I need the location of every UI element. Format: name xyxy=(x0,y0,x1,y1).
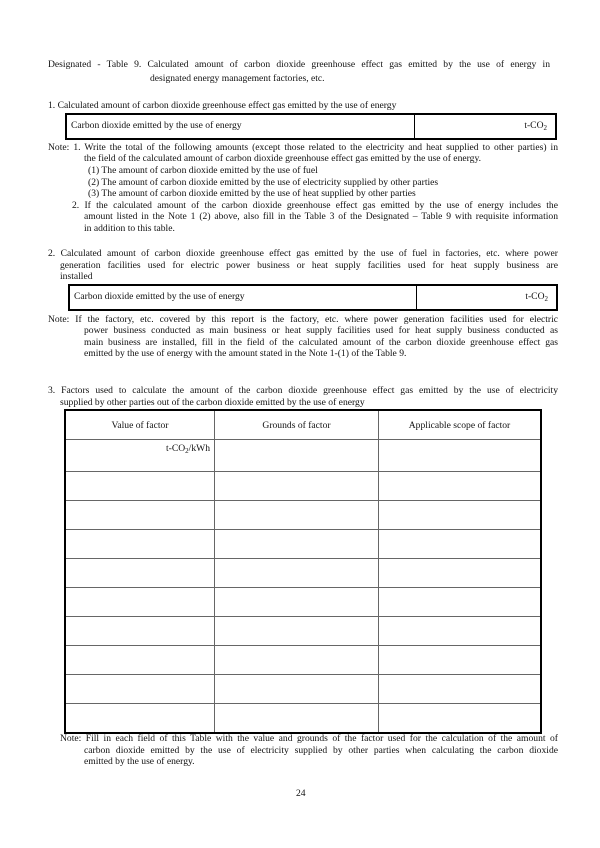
value-cell[interactable] xyxy=(65,675,215,704)
table-row xyxy=(65,472,541,501)
value-cell[interactable] xyxy=(65,704,215,734)
section-2-divider xyxy=(416,286,417,309)
section-1-note-1-item-2: (2) The amount of carbon dioxide emitted by the use of electricity supplied by other parties xyxy=(88,177,439,188)
scope-cell[interactable] xyxy=(379,704,542,734)
scope-cell[interactable] xyxy=(379,559,542,588)
section-1-note-2: 2. If the calculated amount of the carbon dioxide greenhouse effect gas emitted by the use of energy includes the xyxy=(72,200,558,211)
value-cell[interactable] xyxy=(65,472,215,501)
section-3-note-3: emitted by the use of energy. xyxy=(84,756,195,767)
value-cell[interactable] xyxy=(65,646,215,675)
value-cell[interactable] xyxy=(65,617,215,646)
table-row xyxy=(65,559,541,588)
section-2-heading-2: generation facilities used for electric power business or heat supply facilities used for heat supply business are xyxy=(60,260,558,271)
section-1-note-2-end: in addition to this table. xyxy=(84,223,175,234)
section-1-row-label: Carbon dioxide emitted by the use of energy xyxy=(71,120,242,131)
scope-cell[interactable] xyxy=(379,675,542,704)
page-number: 24 xyxy=(296,788,306,799)
grounds-cell[interactable] xyxy=(215,588,379,617)
scope-cell[interactable] xyxy=(379,440,542,472)
grounds-cell[interactable] xyxy=(215,617,379,646)
section-1-note-2-cont: amount listed in the Note 1 (2) above, also fill in the Table 3 of the Designated – Table 9 with requisite information xyxy=(84,211,558,222)
section-1-note-1-item-3: (3) The amount of carbon dioxide emitted by the use of heat supplied by other parties xyxy=(88,188,416,199)
table-title-line-2: designated energy management factories, etc. xyxy=(150,73,325,84)
section-1-heading: 1. Calculated amount of carbon dioxide greenhouse effect gas emitted by the use of energy xyxy=(48,100,397,111)
grounds-cell[interactable] xyxy=(215,559,379,588)
table-row xyxy=(65,646,541,675)
grounds-cell[interactable] xyxy=(215,646,379,675)
column-header-grounds: Grounds of factor xyxy=(215,410,379,440)
section-3-note-1: Note: Fill in each field of this Table with the value and grounds of the factor used for the calculation of the amount of xyxy=(60,733,558,744)
value-cell[interactable] xyxy=(65,588,215,617)
factors-table xyxy=(64,409,542,734)
table-row xyxy=(65,704,541,734)
grounds-cell[interactable] xyxy=(215,675,379,704)
scope-cell[interactable] xyxy=(379,472,542,501)
section-1-box xyxy=(65,113,557,140)
scope-cell[interactable] xyxy=(379,588,542,617)
section-1-note-1: Note: 1. Write the total of the following amounts (except those related to the electricity and heat supplied to other parties) in xyxy=(48,142,558,153)
column-header-scope: Applicable scope of factor xyxy=(379,410,542,440)
value-cell[interactable]: $t-CO_2$/kWh xyxy=(65,440,215,472)
grounds-cell[interactable] xyxy=(215,704,379,734)
section-2-note-4: emitted by the use of energy with the amount stated in the Note 1-(1) of the Table 9. xyxy=(84,348,407,359)
value-cell[interactable] xyxy=(65,559,215,588)
section-2-row-label: Carbon dioxide emitted by the use of energy xyxy=(74,291,245,302)
scope-cell[interactable] xyxy=(379,646,542,675)
value-cell[interactable] xyxy=(65,501,215,530)
table-row xyxy=(65,501,541,530)
section-1-unit: $t-CO_2$ xyxy=(524,120,547,132)
section-1-note-1-item-1: (1) The amount of carbon dioxide emitted by the use of fuel xyxy=(88,165,318,176)
table-header-row xyxy=(65,410,541,440)
table-row xyxy=(65,530,541,559)
section-1-note-1-cont: the field of the calculated amount of carbon dioxide greenhouse effect gas emitted by the use of energy. xyxy=(84,153,482,164)
grounds-cell[interactable] xyxy=(215,530,379,559)
section-2-heading-3: installed xyxy=(60,271,93,282)
section-2-unit: $t-CO_2$ xyxy=(525,291,548,303)
table-row xyxy=(65,675,541,704)
grounds-cell[interactable] xyxy=(215,472,379,501)
table-row xyxy=(65,440,541,472)
section-2-box xyxy=(68,284,558,311)
value-cell[interactable] xyxy=(65,530,215,559)
table-title-line-1: Designated - Table 9. Calculated amount of carbon dioxide greenhouse effect gas emitted by the use of energy in xyxy=(48,59,550,70)
scope-cell[interactable] xyxy=(379,617,542,646)
scope-cell[interactable] xyxy=(379,501,542,530)
scope-cell[interactable] xyxy=(379,530,542,559)
section-2-note-1: Note: If the factory, etc. covered by this report is the factory, etc. where power generation facilities used for electric xyxy=(48,314,558,325)
section-2-heading-1: 2. Calculated amount of carbon dioxide greenhouse effect gas emitted by the use of fuel in factories, etc. where power xyxy=(48,248,558,259)
section-3-note-2: carbon dioxide emitted by the use of electricity supplied by other parties when calculating the carbon dioxide xyxy=(84,745,558,756)
table-row xyxy=(65,617,541,646)
section-2-note-2: power business conducted as main business or heat supply facilities used for heat supply business conducted as xyxy=(84,325,558,336)
section-3-heading-1: 3. Factors used to calculate the amount of the carbon dioxide greenhouse effect gas emitted by the use of electricity xyxy=(48,385,558,396)
column-header-value: Value of factor xyxy=(65,410,215,440)
section-3-heading-2: supplied by other parties out of the carbon dioxide emitted by the use of energy xyxy=(60,397,365,408)
table-row xyxy=(65,588,541,617)
section-2-note-3: main business are installed, fill in the field of the calculated amount of the carbon dioxide greenhouse effect gas xyxy=(84,337,558,348)
section-1-divider xyxy=(414,115,415,138)
grounds-cell[interactable] xyxy=(215,440,379,472)
grounds-cell[interactable] xyxy=(215,501,379,530)
